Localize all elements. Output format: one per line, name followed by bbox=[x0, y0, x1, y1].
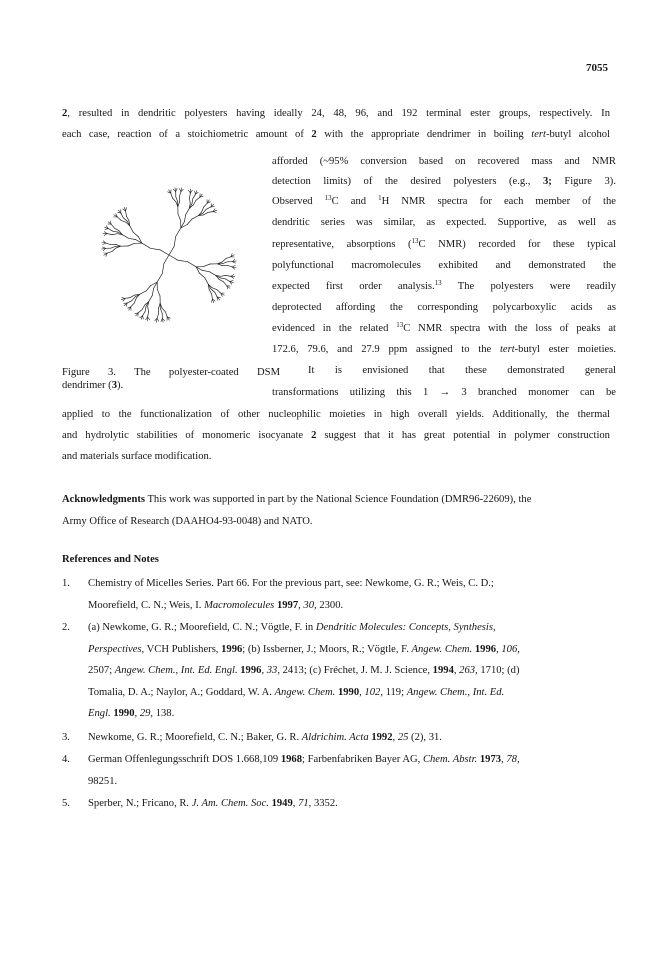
dendrimer-bond bbox=[164, 255, 169, 264]
reference-number: 2. bbox=[62, 622, 70, 633]
dendrimer-bond bbox=[193, 201, 196, 206]
dendrimer-bond bbox=[173, 198, 176, 202]
dendrimer-bond bbox=[130, 226, 133, 232]
dendrimer-bond bbox=[162, 264, 164, 274]
reference-line: 98251. bbox=[88, 775, 118, 787]
dendrimer-bond bbox=[188, 262, 197, 267]
reference-line: German Offenlegungsschrift DOS 1.668,109 1968; Farbenfabriken Bayer AG, Chem. Abstr. 1973, 78, bbox=[88, 754, 520, 765]
dendrimer-bond bbox=[215, 292, 217, 297]
dendrimer-bond bbox=[157, 274, 162, 283]
dendrimer-bond bbox=[148, 317, 150, 320]
paragraph-line: 2, resulted in dendritic polyesters having ideally 24, 48, 96, and 192 terminal ester groups, respectively. In bbox=[62, 108, 610, 119]
dendrimer-bond bbox=[202, 270, 209, 271]
dendrimer-bond bbox=[111, 246, 116, 248]
dendrimer-bond bbox=[226, 275, 231, 276]
dendrimer-bond bbox=[134, 298, 136, 303]
dendrimer-bond bbox=[127, 301, 132, 303]
dendrimer-bond bbox=[106, 243, 111, 245]
dendrimer-bond bbox=[112, 234, 117, 235]
dendrimer-bond bbox=[209, 289, 212, 294]
reference-line: Chemistry of Micelles Series. Part 66. For the previous part, see: Newkome, G. R.; Weis, C. D.; bbox=[88, 578, 494, 589]
dendrimer-bond bbox=[111, 224, 114, 228]
dendrimer-bond bbox=[140, 291, 146, 294]
dendrimer-bond bbox=[206, 207, 211, 209]
dendrimer-bond bbox=[115, 228, 120, 231]
acknowledgments bbox=[62, 489, 610, 533]
dendrimer-bond bbox=[107, 234, 112, 235]
dendrimer-bond bbox=[189, 198, 190, 203]
paragraph-line: and hydrolytic stabilities of monomeric isocyanate 2 suggest that it has great potential in polymer construction bbox=[62, 430, 610, 441]
dendrimer-bond bbox=[121, 220, 126, 222]
dendrimer-bond bbox=[176, 188, 177, 191]
paragraph-line: afforded (~95% conversion based on recovered mass and NMR bbox=[272, 156, 616, 167]
dendrimer-bond bbox=[176, 197, 178, 202]
dendrimer-bond bbox=[187, 219, 192, 224]
reference-line: Tomalia, D. A.; Naylor, A.; Goddard, W. A. Angew. Chem. 1990, 102, 119; Angew. Chem., Int. Ed. bbox=[88, 686, 505, 698]
dendrimer-bond bbox=[200, 273, 205, 278]
dendrimer-bond bbox=[142, 305, 145, 310]
reference-line: (a) Newkome, G. R.; Moorefield, C. N.; Vögtle, F. in Dendritic Molecules: Concepts, Synthesis, bbox=[88, 622, 496, 633]
dendrimer-bond bbox=[178, 214, 181, 221]
dendrimer-bond bbox=[121, 213, 123, 218]
dendrimer-bond bbox=[226, 257, 231, 259]
dendrimer-bond bbox=[174, 237, 176, 247]
dendrimer-bond bbox=[160, 250, 169, 255]
dendrimer-figure bbox=[68, 152, 270, 358]
dendrimer-bond bbox=[130, 295, 135, 298]
paragraph-line: It is envisioned that these demonstrated general bbox=[308, 365, 616, 376]
dendrimer-bond bbox=[102, 247, 105, 248]
dendrimer-bond bbox=[196, 197, 200, 200]
dendrimer-bond bbox=[222, 262, 227, 264]
dendrimer-bond bbox=[149, 295, 153, 301]
dendrimer-bond bbox=[220, 278, 225, 279]
reference-line: Moorefield, C. N.; Weis, I. Macromolecules 1997, 30, 2300. bbox=[88, 599, 344, 611]
paragraph-line: deprotected affording the corresponding polycarboxylic acids as bbox=[272, 302, 616, 313]
dendrimer-bond bbox=[138, 310, 142, 313]
reference-number: 3. bbox=[62, 732, 70, 743]
dendrimer-bond bbox=[129, 238, 136, 239]
dendrimer-bond bbox=[192, 199, 193, 204]
reference-line: Engl. 1990, 29, 138. bbox=[88, 708, 175, 719]
dendrimer-bond bbox=[151, 248, 161, 250]
dendrimer-bond bbox=[211, 289, 215, 292]
paragraph-line: Observed $^{13}$C and $^1$H NMR spectra for each member of the bbox=[272, 194, 616, 207]
dendrimer-bond bbox=[107, 251, 112, 253]
dendrimer-bond bbox=[133, 232, 138, 237]
dendrimer-bond bbox=[113, 231, 118, 232]
paragraph-line: representative, absorptions ($^{13}$C NMR) recorded for these typical bbox=[272, 237, 616, 250]
dendrimer-bond bbox=[212, 288, 217, 290]
dendrimer-bond bbox=[186, 208, 190, 214]
dendrimer-bond bbox=[132, 297, 135, 301]
dendrimer-bond bbox=[169, 246, 174, 255]
dendrimer-bond bbox=[189, 193, 190, 198]
reference-number: 4. bbox=[62, 754, 70, 765]
dendrimer-bond bbox=[122, 235, 128, 239]
dendrimer-bond bbox=[169, 255, 178, 260]
figure-caption-line: Figure 3. The polyester-coated DSM bbox=[62, 367, 280, 378]
figure-caption-line: dendrimer (3). bbox=[62, 380, 124, 391]
dendrimer-bond bbox=[209, 272, 215, 276]
dendrimer-bond bbox=[146, 286, 151, 291]
dendrimer-bond bbox=[104, 234, 107, 236]
dendrimer-bond bbox=[202, 207, 204, 212]
dendrimer-bond bbox=[222, 259, 226, 262]
dendrimer-bond bbox=[203, 264, 210, 267]
dendrimer-bond bbox=[192, 216, 198, 219]
dendrimer-bond bbox=[108, 229, 113, 232]
dendrimer-bond bbox=[148, 307, 149, 312]
dendrimer-bond bbox=[208, 212, 213, 213]
dendrimer-bond bbox=[176, 228, 181, 237]
dendrimer-bond bbox=[126, 216, 128, 221]
dendrimer-bond bbox=[178, 260, 188, 262]
figure-caption bbox=[62, 366, 284, 392]
dendrimer-bond bbox=[112, 248, 116, 251]
dendrimer-bond bbox=[162, 308, 165, 312]
dendrimer-bond bbox=[188, 190, 190, 193]
dendrimer-bond bbox=[217, 290, 221, 294]
dendrimer-bond bbox=[224, 282, 227, 286]
dendrimer-bond bbox=[142, 243, 151, 248]
paragraph-line: 172.6, 79.6, and 27.9 ppm assigned to the tert-butyl ester moieties. bbox=[272, 344, 616, 355]
dendrimer-bond bbox=[225, 279, 230, 282]
dendrimer-bond bbox=[205, 278, 208, 284]
dendrimer-bond bbox=[160, 308, 162, 313]
acknowledgments-text: Army Office of Research (DAAHO4-93-0048) and NATO. bbox=[62, 516, 313, 527]
reference-line: Perspectives, VCH Publishers, 1996; (b) Issberner, J.; Moors, R.; Vögtle, F. Angew. Chem. 1996, 106, bbox=[88, 643, 520, 655]
dendrimer-bond bbox=[171, 193, 173, 198]
dendrimer-bond bbox=[145, 306, 146, 311]
dendrimer-bond bbox=[143, 311, 146, 316]
reference-number: 1. bbox=[62, 578, 70, 589]
dendrimer-bond bbox=[184, 215, 185, 222]
reference-line: Newkome, G. R.; Moorefield, C. N.; Baker, G. R. Aldrichim. Acta 1992, 25 (2), 31. bbox=[88, 732, 442, 743]
dendrimer-bond bbox=[157, 313, 159, 318]
dendrimer-bond bbox=[179, 192, 181, 197]
dendrimer-bond bbox=[212, 294, 213, 299]
dendrimer-bond bbox=[193, 194, 196, 199]
dendrimer-bond bbox=[227, 265, 232, 267]
paragraph-line: detection limits) of the desired polyesters (e.g., 3; Figure 3). bbox=[272, 176, 616, 187]
dendrimer-bond bbox=[219, 279, 224, 282]
dendrimer-bond bbox=[157, 289, 160, 296]
reference-line: Sperber, N.; Fricano, R. J. Am. Chem. Soc. 1949, 71, 3352. bbox=[88, 798, 338, 809]
acknowledgments-text: This work was supported in part by the National Science Foundation (DMR96-22609), the bbox=[145, 494, 532, 505]
dendrimer-bond bbox=[123, 218, 127, 221]
dendrimer-bond bbox=[117, 217, 121, 221]
dendrimer-bond bbox=[131, 303, 135, 307]
paragraph-line: polyfunctional macromolecules exhibited and demonstrated the bbox=[272, 260, 616, 271]
dendrimer-bond bbox=[232, 262, 235, 263]
dendrimer-bond bbox=[152, 288, 153, 295]
reference-line: 2507; Angew. Chem., Int. Ed. Engl. 1996, 33, 2413; (c) Fréchet, J. M. J. Science, 1994, 263, 1710; (d) bbox=[88, 665, 520, 676]
dendrimer-bond bbox=[148, 312, 149, 317]
dendrimer-bond bbox=[128, 243, 135, 246]
acknowledgments-heading: Acknowledgments bbox=[62, 494, 145, 505]
dendrimer-bond bbox=[161, 318, 162, 321]
paragraph-line: evidenced in the related $^{13}$C NMR spectra with the loss of peaks at bbox=[272, 321, 616, 334]
paragraph-line: dendritic series was similar, as expected. Supportive, as well as bbox=[272, 217, 616, 228]
paragraph-line: expected first order analysis.$^{13}$ The polyesters were readily bbox=[272, 279, 616, 292]
dendrimer-bond bbox=[203, 209, 206, 213]
paragraph-line: and materials surface modification. bbox=[62, 451, 212, 462]
page-number: 7055 bbox=[586, 62, 608, 74]
dendrimer-bond bbox=[204, 203, 208, 207]
dendrimer-bond bbox=[165, 312, 167, 317]
dendrimer-bond bbox=[221, 275, 226, 276]
dendrimer-bond bbox=[126, 211, 127, 216]
paragraph-line: transformations utilizing this 1 → 3 branched monomer can be bbox=[272, 387, 616, 398]
references-heading: References and Notes bbox=[62, 554, 159, 565]
dendrimer-bond bbox=[203, 212, 208, 215]
paragraph-line: each case, reaction of a stoichiometric amount of 2 with the appropriate dendrimer in boiling tert-butyl alcohol bbox=[62, 129, 610, 140]
paragraph-line: applied to the functionalization of other nucleophilic moieties in high overall yields. Additionally, the thermal bbox=[62, 409, 610, 420]
reference-number: 5. bbox=[62, 798, 70, 809]
dendrimer-bond bbox=[125, 298, 130, 299]
